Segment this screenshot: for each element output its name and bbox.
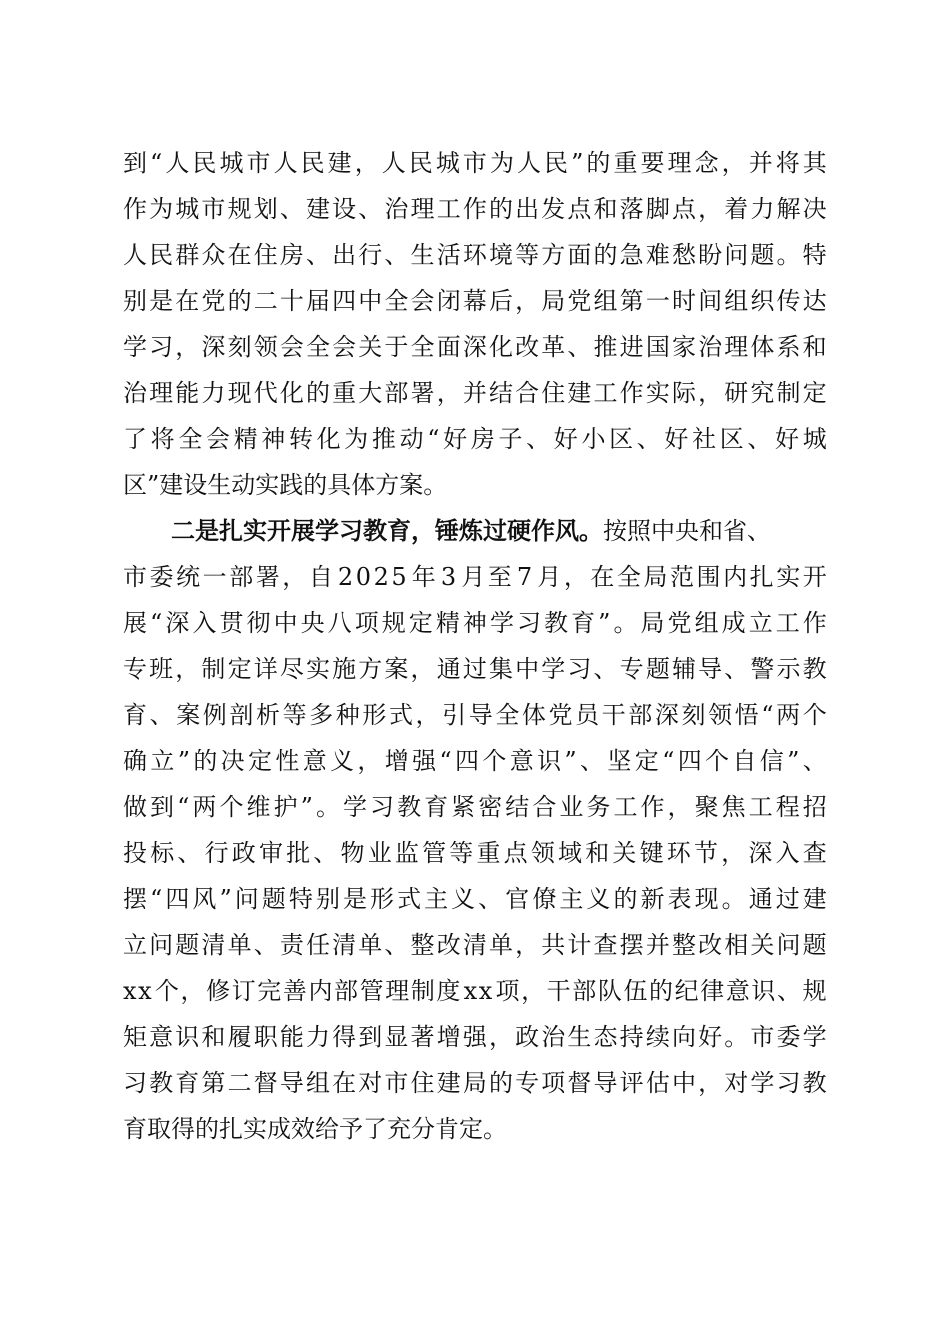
text-line [123,784,827,830]
text-line [123,1014,827,1060]
line-text: 摆 “ 四 风 ” 问 题 特 别 是 形 式 主 义 、 官 僚 主 义 的 新 表 现 。 通 过 建 [123,885,827,913]
line-text: 治 理 能 力 现 代 化 的 重 大 部 署 ， 并 结 合 住 建 工 作 实 际 ， 研 究 制 定 [123,379,827,407]
text-line [123,324,827,370]
text-line [123,646,827,692]
line-text: 到 “ 人 民 城 市 人 民 建 ， 人 民 城 市 为 人 民 ” 的 重 要 理 念 ， 并 将 其 [123,149,827,177]
line-text: x x 个 ， 修 订 完 善 内 部 管 理 制 度 x x 项 ， 干 部 队 伍 的 纪 律 意 识 、 规 [123,977,827,1005]
line-text: 了 将 全 会 精 神 转 化 为 推 动 “ 好 房 子 、 好 小 区 、 好 社 区 、 好 城 [123,425,827,453]
paragraph-1 [123,140,827,508]
line-text: 确 立 ” 的 决 定 性 意 义 ， 增 强 “ 四 个 意 识 ” 、 坚 定 “ 四 个 自 信 ” 、 [123,747,827,775]
text-line [123,738,827,784]
line-text: 展 “ 深 入 贯 彻 中 央 八 项 规 定 精 神 学 习 教 育 ” 。 局 党 组 成 立 工 作 [123,609,827,637]
text-line [123,462,827,508]
line-text: 矩 意 识 和 履 职 能 力 得 到 显 著 增 强 ， 政 治 生 态 持 续 向 好 。 市 委 学 [123,1023,827,1051]
line-text: 学 习 ， 深 刻 领 会 全 会 关 于 全 面 深 化 改 革 、 推 进 国 家 治 理 体 系 和 [123,333,827,361]
text-line [123,922,827,968]
line-text: 立 问 题 清 单 、 责 任 清 单 、 整 改 清 单 ， 共 计 查 摆 并 整 改 相 关 问 题 [123,931,827,959]
paragraph-heading: 二是扎实开展学习教育，锤炼过硬作风。 [171,516,603,545]
paragraph-2 [123,508,827,1152]
line-text: 按照中央和省、 [603,517,771,545]
line-text: 别 是 在 党 的 二 十 届 四 中 全 会 闭 幕 后 ， 局 党 组 第 一 时 间 组 织 传 达 [123,287,827,315]
text-line [123,232,827,278]
body-text [123,140,827,1152]
text-line [123,600,827,646]
text-line [123,968,827,1014]
text-line [123,186,827,232]
text-line [123,140,827,186]
line-text: 投 标 、 行 政 审 批 、 物 业 监 管 等 重 点 领 域 和 关 键 环 节 ， 深 入 查 [123,839,827,867]
line-text: 区”建设生动实践的具体方案。 [123,471,448,499]
text-line [123,554,827,600]
text-line [123,416,827,462]
text-line [123,370,827,416]
line-text: 做 到 “ 两 个 维 护 ” 。 学 习 教 育 紧 密 结 合 业 务 工 作 ， 聚 焦 工 程 招 [123,793,827,821]
line-text: 作 为 城 市 规 划 、 建 设 、 治 理 工 作 的 出 发 点 和 落 脚 点 ， 着 力 解 决 [123,195,827,223]
text-line [123,1106,827,1152]
text-line [123,1060,827,1106]
line-text: 习 教 育 第 二 督 导 组 在 对 市 住 建 局 的 专 项 督 导 评 估 中 ， 对 学 习 教 [123,1069,827,1097]
text-line [123,508,827,554]
line-text: 育 、 案 例 剖 析 等 多 种 形 式 ， 引 导 全 体 党 员 干 部 深 刻 领 悟 “ 两 个 [123,701,827,729]
text-line [123,692,827,738]
line-text: 专 班 ， 制 定 详 尽 实 施 方 案 ， 通 过 集 中 学 习 、 专 题 辅 导 、 警 示 教 [123,655,827,683]
text-line [123,830,827,876]
text-line [123,876,827,922]
line-text: 市 委 统 一 部 署 ， 自 2 0 2 5 年 3 月 至 7 月 ， 在 全 局 范 围 内 扎 实 开 [123,563,827,591]
line-text: 育取得的扎实成效给予了充分肯定。 [123,1115,507,1143]
text-line [123,278,827,324]
line-text: 人 民 群 众 在 住 房 、 出 行 、 生 活 环 境 等 方 面 的 急 难 愁 盼 问 题 。 特 [123,241,827,269]
